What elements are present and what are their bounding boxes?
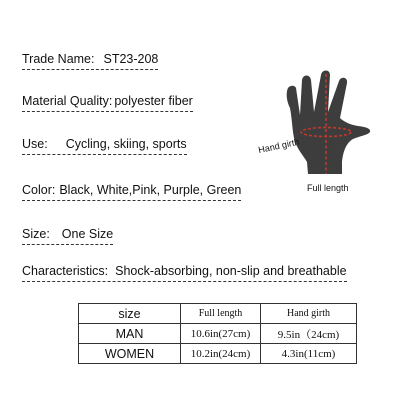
header-hand-girth: Hand girth: [261, 304, 357, 324]
characteristics-row: [22, 264, 347, 282]
size-value: One Size: [61, 227, 114, 241]
glove-icon: [287, 71, 370, 175]
header-full-length: Full length: [181, 304, 261, 324]
color-row: [22, 183, 241, 201]
glove-diagram: [250, 70, 390, 200]
table-cell: 9.5in（24cm): [261, 324, 357, 344]
table-cell: 10.6in(27cm): [181, 324, 261, 344]
full-length-label: Full length: [307, 183, 349, 193]
trade-name-value: ST23-208: [103, 52, 159, 66]
size-row: [22, 227, 113, 245]
table-cell: WOMEN: [79, 344, 181, 364]
material-row: [22, 94, 193, 112]
trade-name-label: Trade Name:: [22, 52, 95, 66]
material-value: polyester fiber: [114, 94, 193, 108]
characteristics-label: Characteristics:: [22, 264, 109, 278]
color-label: Color:: [22, 183, 56, 197]
use-row: [22, 137, 187, 155]
material-label: Material Quality:: [22, 94, 113, 108]
table-cell: MAN: [79, 324, 181, 344]
table-header-row: [79, 304, 357, 324]
use-value: Cycling, skiing, sports: [65, 137, 187, 151]
hand-girth-label: Hand girth: [257, 136, 301, 156]
size-table: [78, 303, 357, 364]
table-cell: 4.3in(11cm): [261, 344, 357, 364]
size-label: Size:: [22, 227, 50, 241]
trade-name-row: [22, 52, 158, 70]
characteristics-value: Shock-absorbing, non-slip and breathable: [115, 264, 347, 278]
header-size: size: [79, 304, 181, 324]
table-cell: 10.2in(24cm): [181, 344, 261, 364]
table-row: [79, 324, 357, 344]
table-row: [79, 344, 357, 364]
use-label: Use:: [22, 137, 48, 151]
color-value: Black, White,Pink, Purple, Green: [59, 183, 242, 197]
